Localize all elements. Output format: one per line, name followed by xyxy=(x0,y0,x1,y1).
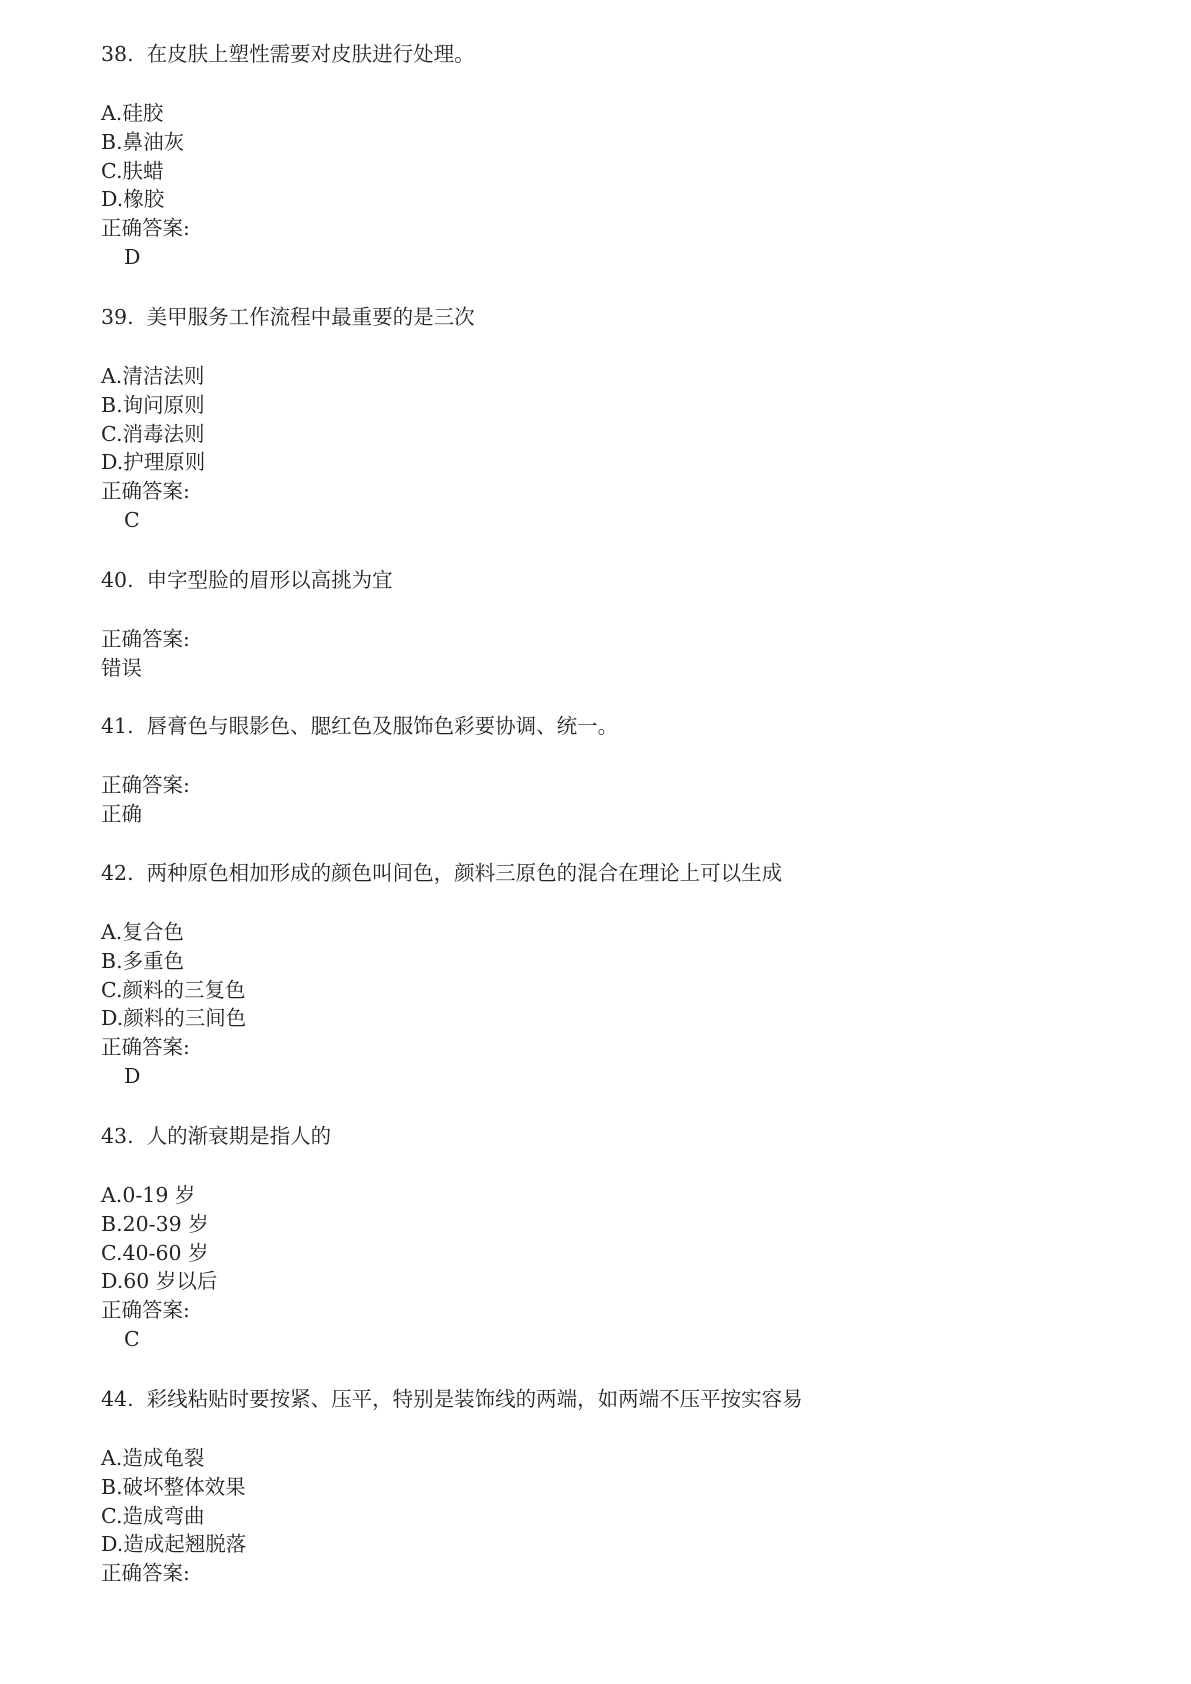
answer-value: D xyxy=(124,1063,141,1088)
option-c: C.造成弯曲 xyxy=(101,1503,205,1528)
question-40 xyxy=(101,565,1101,683)
question-stem: 42. 两种原色相加形成的颜色叫间色，颜料三原色的混合在理论上可以生成 xyxy=(101,861,783,885)
question-43 xyxy=(101,1121,1101,1354)
option-b: B.多重色 xyxy=(101,948,185,973)
question-stem: 39. 美甲服务工作流程中最重要的是三次 xyxy=(101,305,475,329)
question-41 xyxy=(101,711,1101,829)
answer-value: D xyxy=(124,244,141,269)
spacer xyxy=(101,1151,1101,1181)
question-stem: 38. 在皮肤上塑性需要对皮肤进行处理。 xyxy=(101,42,475,66)
answer-label: 正确答案: xyxy=(101,479,190,504)
spacer xyxy=(101,888,1101,918)
option-d: D.橡胶 xyxy=(101,187,165,212)
answer-label: 正确答案: xyxy=(101,1298,190,1323)
question-44 xyxy=(101,1384,1101,1588)
answer-value: 错误 xyxy=(101,655,142,680)
question-stem: 44. 彩线粘贴时要按紧、压平，特别是装饰线的两端，如两端不压平按实容易 xyxy=(101,1387,803,1411)
answer-label: 正确答案: xyxy=(101,1035,190,1060)
question-stem: 41. 唇膏色与眼影色、腮红色及服饰色彩要协调、统一。 xyxy=(101,714,619,738)
option-c: C.颜料的三复色 xyxy=(101,977,246,1002)
answer-label: 正确答案: xyxy=(101,627,190,651)
option-a: A.复合色 xyxy=(101,920,184,944)
option-a: A.造成龟裂 xyxy=(101,1446,205,1470)
answer-label: 正确答案: xyxy=(101,1561,190,1586)
option-b: B.询问原则 xyxy=(101,392,205,417)
spacer xyxy=(101,595,1101,625)
option-a: A.0-19 岁 xyxy=(101,1183,196,1207)
answer-value: C xyxy=(124,507,140,532)
option-a: A.硅胶 xyxy=(101,101,164,125)
option-a: A.清洁法则 xyxy=(101,364,205,388)
spacer xyxy=(101,741,1101,771)
spacer xyxy=(101,332,1101,362)
option-c: C.40-60 岁 xyxy=(101,1240,209,1265)
option-d: D.60 岁以后 xyxy=(101,1269,218,1294)
option-d: D.颜料的三间色 xyxy=(101,1006,247,1031)
answer-label: 正确答案: xyxy=(101,773,190,797)
option-b: B.鼻油灰 xyxy=(101,129,185,154)
question-stem: 43. 人的渐衰期是指人的 xyxy=(101,1124,332,1148)
option-b: B.20-39 岁 xyxy=(101,1211,209,1236)
spacer xyxy=(101,1414,1101,1444)
question-42 xyxy=(101,858,1101,1091)
option-c: C.消毒法则 xyxy=(101,421,205,446)
question-38 xyxy=(101,39,1101,272)
question-39 xyxy=(101,302,1101,535)
option-b: B.破坏整体效果 xyxy=(101,1474,246,1499)
option-d: D.造成起翘脱落 xyxy=(101,1532,247,1557)
option-d: D.护理原则 xyxy=(101,450,206,475)
option-c: C.肤蜡 xyxy=(101,158,164,183)
answer-value: 正确 xyxy=(101,801,142,826)
answer-label: 正确答案: xyxy=(101,216,190,241)
spacer xyxy=(101,69,1101,99)
answer-value: C xyxy=(124,1326,140,1351)
question-stem: 40. 申字型脸的眉形以高挑为宜 xyxy=(101,568,393,592)
